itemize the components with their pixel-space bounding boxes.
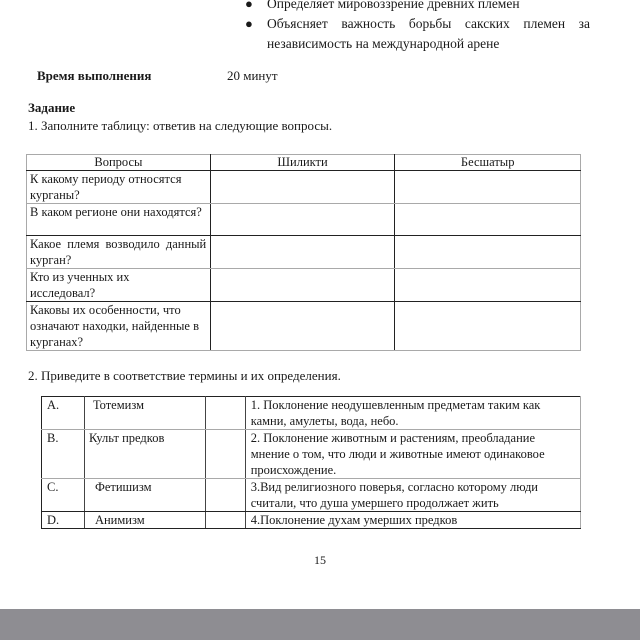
header-questions: Вопросы <box>27 155 211 171</box>
header-besshatyr: Бесшатыр <box>395 155 581 171</box>
objective-text: Объясняет важность борьбы сакских племен за <box>267 16 590 31</box>
besshatyr-answer-cell[interactable] <box>395 204 581 236</box>
term-letter: C. <box>42 479 85 512</box>
shilikti-answer-cell[interactable] <box>210 236 395 269</box>
objectives-list <box>240 0 590 54</box>
task-instruction-2: 2. Приведите в соответствие термины и их определения. <box>28 368 341 383</box>
objective-text: Определяет мировоззрение древних племен <box>267 0 520 11</box>
question-cell: Каковы их особенности, что означают находки, найденные в курганах? <box>27 302 211 351</box>
match-answer-cell[interactable] <box>205 512 245 529</box>
kurgan-table <box>26 154 581 351</box>
definition-cell: 2. Поклонение животным и растениям, преобладание мнение о том, что люди и животные имеют одинаковое происхождение. <box>245 430 580 479</box>
definition-cell: 3.Вид религиозного поверья, согласно которому люди считали, что душа умершего продолжает жить <box>245 479 580 512</box>
shilikti-answer-cell[interactable] <box>210 171 395 204</box>
table-row <box>27 236 581 269</box>
terms-matching-table <box>41 396 581 529</box>
page-number: 15 <box>314 553 326 567</box>
task-title: Задание <box>28 100 76 115</box>
match-answer-cell[interactable] <box>205 430 245 479</box>
header-shilikti: Шиликти <box>210 155 395 171</box>
table-row <box>27 171 581 204</box>
table-row <box>27 204 581 236</box>
shilikti-answer-cell[interactable] <box>210 204 395 236</box>
shilikti-answer-cell[interactable] <box>210 302 395 351</box>
besshatyr-answer-cell[interactable] <box>395 236 581 269</box>
table-row <box>42 430 581 479</box>
besshatyr-answer-cell[interactable] <box>395 171 581 204</box>
term-letter: B. <box>42 430 85 479</box>
term-name: Анимизм <box>84 512 205 529</box>
table-header-row <box>27 155 581 171</box>
time-label: Время выполнения <box>37 68 152 83</box>
besshatyr-answer-cell[interactable] <box>395 302 581 351</box>
table-row <box>27 269 581 302</box>
match-answer-cell[interactable] <box>205 397 245 430</box>
objective-item <box>240 14 590 54</box>
table-row <box>27 302 581 351</box>
term-name: Тотемизм <box>84 397 205 430</box>
table-row <box>42 479 581 512</box>
viewer-bottom-bar <box>0 609 640 640</box>
match-answer-cell[interactable] <box>205 479 245 512</box>
table-row <box>42 512 581 529</box>
definition-cell: 4.Поклонение духам умерших предков <box>245 512 580 529</box>
question-cell: К какому периоду относятся курганы? <box>27 171 211 204</box>
question-cell: В каком регионе они находятся? <box>27 204 211 236</box>
term-letter: A. <box>42 397 85 430</box>
besshatyr-answer-cell[interactable] <box>395 269 581 302</box>
definition-cell: 1. Поклонение неодушевленным предметам таким как камни, амулеты, вода, небо. <box>245 397 580 430</box>
term-name: Культ предков <box>84 430 205 479</box>
task-instruction-1: 1. Заполните таблицу: ответив на следующие вопросы. <box>28 118 333 133</box>
time-value: 20 минут <box>227 68 278 83</box>
objective-item <box>240 0 590 14</box>
question-cell: Какое племя возводило данный курган? <box>27 236 211 269</box>
objective-text-continued: независимость на международной арене <box>267 36 500 51</box>
shilikti-answer-cell[interactable] <box>210 269 395 302</box>
term-name: Фетишизм <box>84 479 205 512</box>
table-row <box>42 397 581 430</box>
bullet-icon: ● <box>245 0 253 11</box>
bullet-icon: ● <box>245 16 253 31</box>
term-letter: D. <box>42 512 85 529</box>
question-cell: Кто из ученных их исследовал? <box>27 269 211 302</box>
